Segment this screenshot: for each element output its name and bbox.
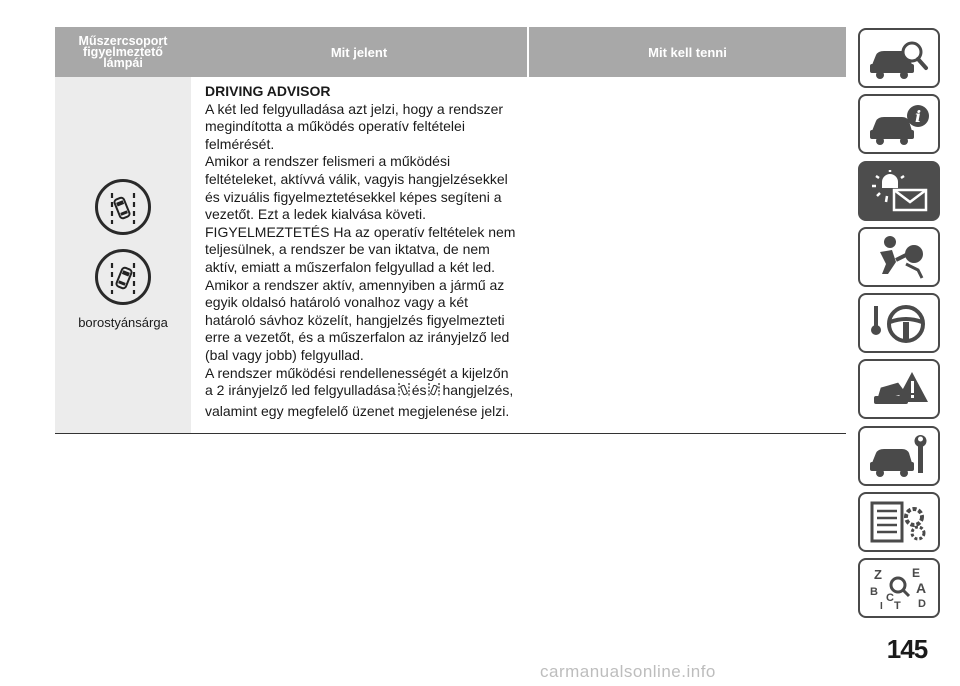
page-number: 145 [886,634,928,664]
lane-right-small-icon [427,382,441,403]
tab-safety[interactable] [858,227,940,287]
airbag-passenger-icon [866,234,932,280]
svg-text:D: D [918,598,926,611]
tab-emergency[interactable] [858,359,940,419]
meaning-paragraph: Amikor a rendszer felismeri a működési feltételeket, aktívvá válik, vagyis hangjelzésekkel és vizuális figyelmeztetésekkel képes segíteni a vezetőt. Ezt a ledek kialvása követi. [205,153,508,223]
tab-servicing[interactable] [858,426,940,486]
svg-text:T: T [894,600,901,612]
car-info-icon [866,101,932,147]
svg-text:C: C [886,592,894,605]
warning-light-envelope-icon [866,168,932,214]
tab-starting-driving[interactable] [858,293,940,353]
svg-text:A: A [916,580,927,597]
header-meaning: Mit jelent [191,27,528,77]
header-warning-lights: Műszercsoport figyelmeztető lámpái [55,27,191,77]
meaning-cell [191,77,528,433]
tab-warning-lights[interactable] [858,161,940,221]
svg-text:I: I [880,601,883,612]
meaning-paragraph: FIGYELMEZTETÉS Ha az operatív feltételek nem teljesülnek, a rendszer be van iktatva, de nem aktív, emiatt a műszerfalon felgyullad a két led. [205,223,516,275]
light-color-label: borostyánsárga [78,315,168,331]
car-search-icon [866,35,932,81]
malfunction-paragraph: A rendszer működési rendellenességét a kijelzőn a 2 irányjelző led felgyulladása és hangjelzés, valamint egy megfelelő üzenet megjelenése jelzi. [205,364,514,419]
svg-text:i: i [914,107,922,127]
car-wrench-icon [866,433,932,479]
tab-index[interactable] [858,558,940,618]
section-title: DRIVING ADVISOR [205,83,331,99]
lane-left-small-icon [397,382,411,403]
watermark: carmanualsonline.info [540,662,716,681]
lane-right-icon [95,249,151,305]
alphabet-index-icon [866,565,932,611]
svg-text:B: B [870,586,878,599]
tab-car-info[interactable] [858,94,940,154]
svg-text:E: E [912,566,921,581]
table-row [55,77,846,433]
car-warning-icon [866,366,932,412]
tab-get-to-know-car[interactable] [858,28,940,88]
tab-technical-specs[interactable] [858,492,940,552]
meaning-paragraph: A két led felgyulladása azt jelzi, hogy a rendszer megindította a működés operatív feltételei felmérését. [205,100,504,152]
svg-text:Z: Z [874,567,882,583]
header-what-to-do: Mit kell tenni [528,27,846,77]
steering-wheel-key-icon [866,300,932,346]
table-header-row [55,27,846,77]
chapter-tabs [858,28,942,625]
warning-light-cell [55,77,191,433]
meaning-paragraph: Amikor a rendszer aktív, amennyiben a jármű az egyik oldalsó határoló vonalhoz vagy a két határoló sávhoz közelít, hangjelzés figyelmezteti erre a vezetőt, és a műszerfalon az irányjelző led (bal vagy jobb) felgyullad. [205,276,510,363]
lane-left-icon [95,179,151,235]
warning-lights-table [55,27,846,434]
what-to-do-cell [528,77,846,433]
spec-list-gear-icon [866,499,932,545]
